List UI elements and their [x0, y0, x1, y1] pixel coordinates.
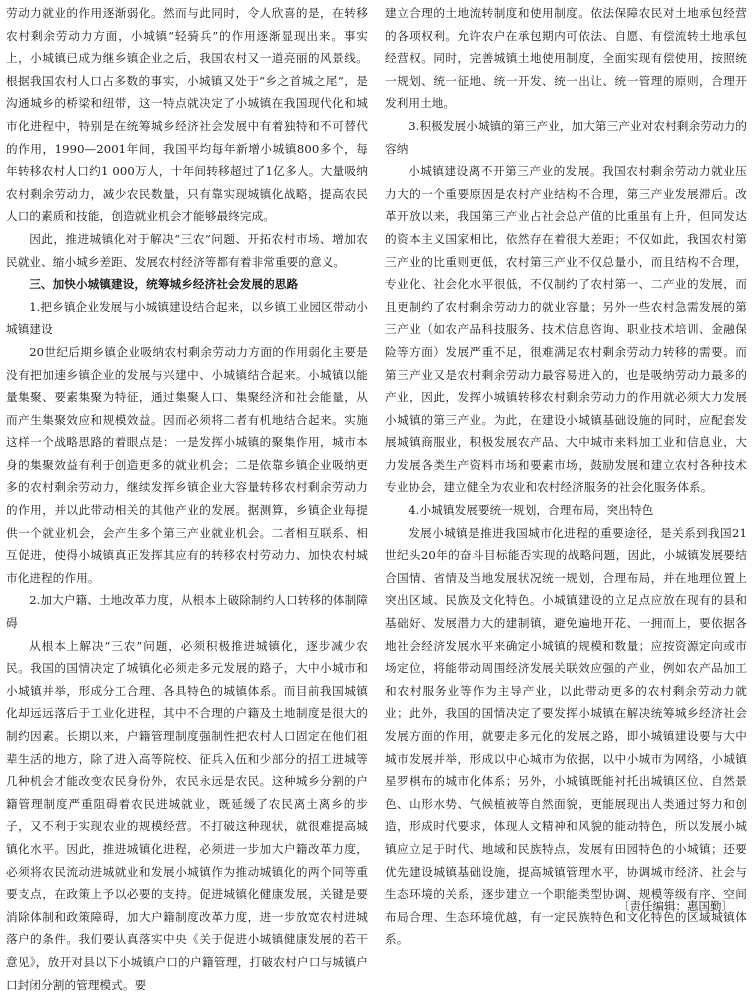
- paragraph-continued: 劳动力就业的作用逐渐弱化。然而与此同时，令人欣喜的是，在转移农村剩余劳动力方面，小城镇“轻骑兵”的作用逐渐显现出来。事实上，小城镇已成为继乡镇企业之后，我国农村又一道亮丽的风景线。根据我国农村人口占多数的事实，小城镇又处于“乡之首城之尾”，是沟通城乡的桥梁和纽带，这一特点就决定了小城镇在我国现代化和城市化进程中，特别是在统筹城乡经济社会发展中有着独特和不可替代的作用，1990—2001年间，我国平均每年新增小城镇800多个，每年转移农村人口约1 000万人，十年间转移超过了1亿多人。大量吸纳农村剩余劳动力，减少农民数量，只有靠实现城镇化战略，提高农民人口的素质和技能，创造就业机会才能够最终完成。: [6, 6, 368, 224]
- subsection-heading: 4.小城镇发展要统一规划，合理布局，突出特色: [408, 503, 654, 518]
- subsection-heading: 3.积极发展小城镇的第三产业，加大第三产业对农村剩余劳动力的容纳: [385, 118, 747, 156]
- left-column: [6, 2, 368, 992]
- right-column: [385, 2, 747, 952]
- paragraph: 因此，推进城镇化对于解决“三农”问题、开拓农村市场、增加农民就业、缩小城乡差距、发展农村经济等都有着非常重要的意义。: [6, 231, 368, 269]
- subsection-heading: 2.加大户籍、土地改革力度，从根本上破除制约人口转移的体制障碍: [6, 593, 368, 631]
- subsection-heading: 1.把乡镇企业发展与小城镇建设结合起来，以乡镇工业园区带动小城镇建设: [6, 299, 368, 337]
- paragraph: 20世纪后期乡镇企业吸纳农村剩余劳动力方面的作用弱化主要是没有把加速乡镇企业的发展与兴建中、小城镇结合起来。小城镇以能量集聚、要素集聚为特征，通过集聚人口、集聚经济和社会能量，从而产生集聚效应和规模效益。因而必须将二者有机地结合起来。实施这样一个战略思路的着眼点是：一是发挥小城镇的聚集作用，城市本身的集聚效益有利于创造更多的就业机会；二是依靠乡镇企业吸纳更多的农村剩余劳动力，继续发挥乡镇企业大容量转移农村剩余劳动力的作用，并以此带动相关的其他产业的发展。据测算，乡镇企业每提供一个就业机会，会产生多个第三产业就业机会。二者相互联系、相互促进，使得小城镇真正发挥其应有的转移农村劳动力、加快农村城市化进程的作用。: [6, 344, 368, 585]
- paragraph-continued: 建立合理的土地流转制度和使用制度。依法保障农民对土地承包经营的各项权利。允许农户在承包期内可依法、自愿、有偿流转土地承包经营权。同时，完善城镇土地使用制度，全面实现有偿使用，按照统一规划、统一征地、统一开发、统一出让、统一管理的原则，合理开发利用土地。: [385, 6, 747, 111]
- paragraph: 小城镇建设离不开第三产业的发展。我国农村剩余劳动力就业压力大的一个重要原因是农村产业结构不合理，第三产业发展滞后。改革开放以来，我国第三产业占社会总产值的比重虽有上升，但同发达的资本主义国家相比，依然存在着很大差距；不仅如此，我国农村第三产业的比重则更低，农村第三产业不仅总量小，而且结构不合理，专业化、社会化水平很低，不仅制约了农村第一、二产业的发展，而且更制约了农村剩余劳动力的就业容量；另外一些农村急需发展的第三产业（如农产品科技服务、技术信息咨询、职业技术培训、金融保险等方面）发展严重不足，很难满足农村剩余劳动力转移的需要。而第三产业又是农村剩余劳动力最容易进入的，也是吸纳劳动力最多的产业，因此，发挥小城镇转移农村剩余劳动力的作用就必须大力发展小城镇的第三产业。为此，在建设小城镇基础设施的同时，应配套发展城镇商服业，积极发展农产品、大中城市来料加工业和信息业，大力发展各类生产资料市场和要素市场，鼓励发展和建立农村各种技术专业协会，建立健全为农业和农村经济服务的社会化服务体系。: [385, 164, 747, 495]
- paragraph: 发展小城镇是推进我国城市化进程的重要途径，是关系到我国21世纪头20年的奋斗目标能否实现的战略问题，因此，小城镇发展要结合国情、省情及当地发展状况统一规划，合理布局，并在地理位置上突出区域、民族及文化特色。小城镇建设的立足点应放在现有的县和基础好、发展潜力大的建制镇，避免遍地开花、一拥而上，要依据各地社会经济发展水平来确定小城镇的规模和数量；应按资源定向或市场定位，将能带动周围经济发展关联效应强的产业，例如农产品加工和农村服务业等作为主导产业，以此带动更多的农村剩余劳动力就业；此外，我国的国情决定了要发挥小城镇在解决统筹城乡经济社会发展方面的作用，就要走多元化的发展之路，即小城镇建设要与大中城市发展并举，形成以中心城市为依据，以中小城市为网络，小城镇星罗棋布的城市化体系；另外，小城镇既能衬托出城镇区位、自然景色、山形水势、气候植被等自然面貌，更能展现出人类通过努力和创造，形成时代要求，体现人文精神和风貌的能动特色，所以发展小城镇应立足于时代、地域和民族特点，发展有田园特色的小城镇；还要优先建设城镇基础设施，提高城镇管理水平，协调城市经济、社会与生态环境的关系，逐步建立一个职能类型协调、规模等级有序、空间布局合理、生态环境优越，有一定民族特色和文化特色的区域城镇体系。: [385, 525, 747, 947]
- section-heading: 三、加快小城镇建设，统筹城乡经济社会发展的思路: [29, 277, 299, 292]
- paragraph: 从根本上解决“三农”问题，必须积极推进城镇化，逐步减少农民。我国的国情决定了城镇化必须走多元发展的路子，大中小城市和小城镇并举，形成分工合理、各具特色的城镇体系。而目前我国城镇化却远远落后于工业化进程，其中不合理的户籍及土地制度是很大的制约因素。长期以来，户籍管理制度强制性把农村人口固定在他们祖辈生活的地方，除了进入高等院校、征兵入伍和少部分的招工进城等几种机会才能改变农民身份外，农民永远是农民。这种城乡分割的户籍管理制度严重阻碍着农民进城就业，既延缓了农民离土离乡的步子，又不利于实现农业的规模经营。不打破这种现状，就很难提高城镇化水平。因此，推进城镇化进程，必须进一步加大户籍改革力度，必须将农民流动进城就业和发展小城镇作为推动城镇化的两个同等重要支点，在政策上予以必要的支持。促进城镇化健康发展，关键是要消除体制和政策障碍，加大户籍制度改革力度，进一步放宽农村进城落户的条件。我们要认真落实中央《关于促进小城镇健康发展的若干意见》，放开对县以下小城镇户口的户籍管理，打破农村户口与城镇户口封闭分割的管理模式。要: [6, 638, 368, 992]
- editor-note: 〔责任编辑：惠国勤〕: [618, 899, 733, 913]
